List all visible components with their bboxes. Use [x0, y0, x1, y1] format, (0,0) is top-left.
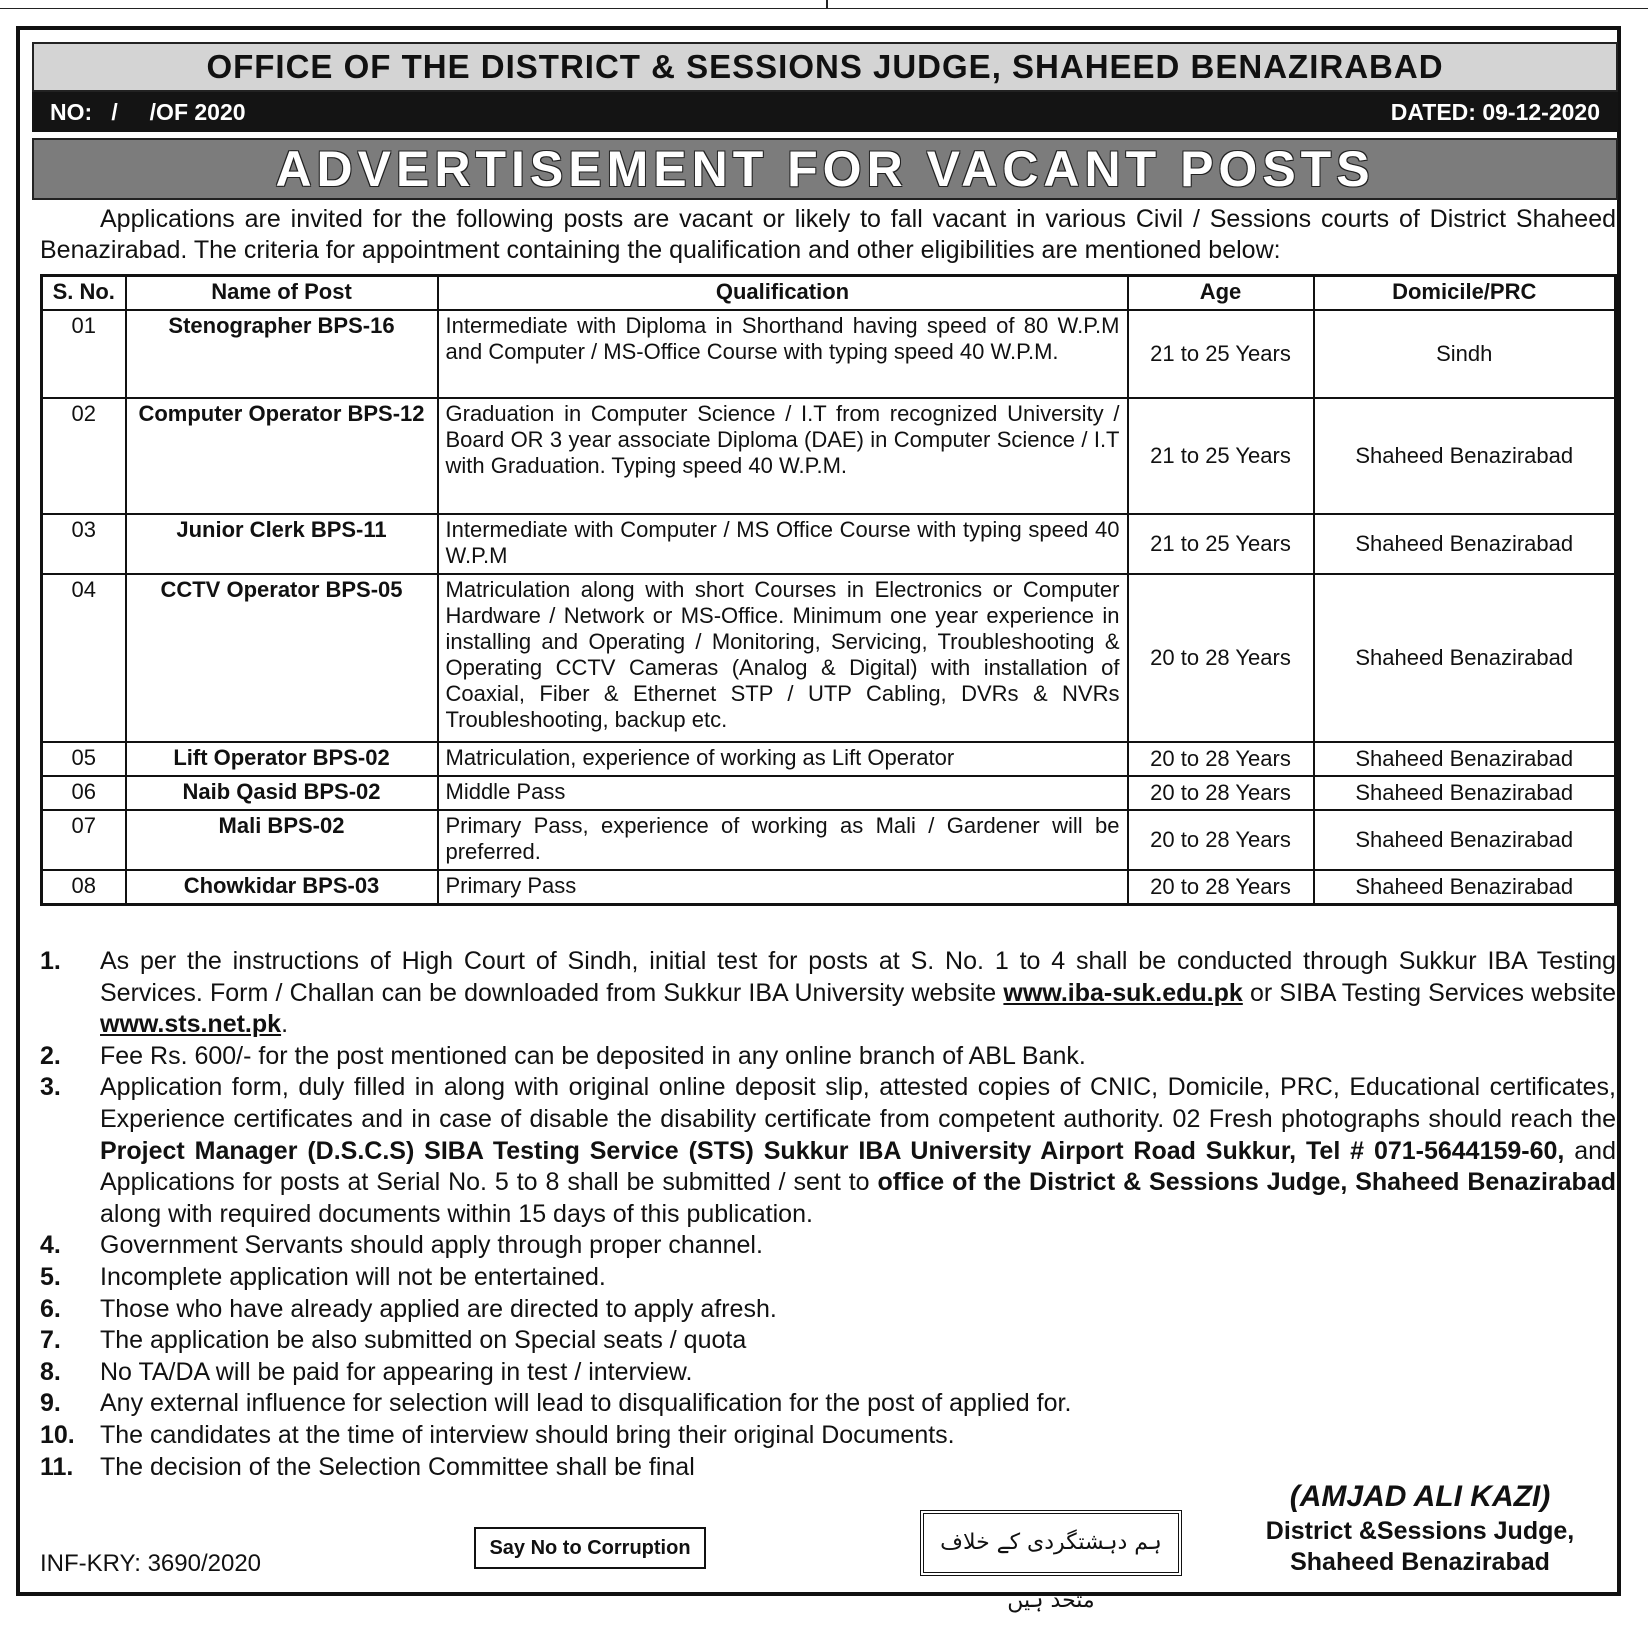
list-item: [40, 1388, 1616, 1420]
list-item: [40, 1420, 1616, 1452]
note-number: 11.: [40, 1452, 74, 1481]
note-text-part: along with required documents within 15 days of this publication.: [100, 1199, 813, 1228]
table-row: [42, 574, 1616, 742]
note-text: No TA/DA will be paid for appearing in test / interview.: [100, 1357, 693, 1386]
list-item: [40, 946, 1616, 1041]
signatory-title-line1: District &Sessions Judge,: [1265, 1517, 1575, 1545]
table-row: [42, 870, 1616, 904]
list-item: [40, 1357, 1616, 1389]
reference-bar: [32, 92, 1618, 132]
note-number: 9.: [40, 1389, 61, 1418]
cell-qualification: Primary Pass: [438, 870, 1128, 904]
cell-age: 20 to 28 Years: [1128, 742, 1314, 776]
note-number: 6.: [40, 1294, 61, 1323]
table-row: [42, 810, 1616, 870]
cell-post: Lift Operator BPS-02: [126, 742, 438, 776]
note-number: 10.: [40, 1420, 75, 1449]
header-sno: S. No.: [42, 276, 126, 311]
cell-qualification: Matriculation, experience of working as Lift Operator: [438, 742, 1128, 776]
intro-paragraph: Applications are invited for the following posts are vacant or likely to fall vacant in various Civil / Sessions courts of District Shaheed Benazirabad. The criteria for appointment containing the qualification and other eligibilities are mentioned below:: [40, 205, 1616, 264]
note-text-part: Application form, duly filled in along with original online deposit slip, attested copies of CNIC, Domicile, PRC, Educational certificates, Experience certificates and in case of disable the disability certificate from competent authority. 02 Fresh photographs should reach the: [100, 1073, 1616, 1133]
note-text: Those who have already applied are directed to apply afresh.: [100, 1294, 777, 1323]
date: DATED: 09-12-2020: [1390, 99, 1600, 125]
signatory-title-line2: Shaheed Benazirabad: [1290, 1548, 1550, 1576]
cell-qualification: Graduation in Computer Science / I.T from recognized University / Board OR 3 year associate Diploma (DAE) in Computer Science / I.T with Graduation. Typing speed 40 W.P.M.: [438, 398, 1128, 514]
list-item: [40, 1072, 1616, 1230]
note-number: 8.: [40, 1357, 61, 1386]
cell-sno: 08: [42, 870, 126, 904]
cell-post: Chowkidar BPS-03: [126, 870, 438, 904]
note-text: Government Servants should apply through proper channel.: [100, 1231, 763, 1260]
cell-qualification: Intermediate with Diploma in Shorthand having speed of 80 W.P.M and Computer / MS-Office Course with typing speed 40 W.P.M.: [438, 310, 1128, 398]
cell-age: 20 to 28 Years: [1128, 870, 1314, 904]
note-number: 2.: [40, 1041, 61, 1070]
note-number: 1.: [40, 947, 61, 975]
cell-post: Naib Qasid BPS-02: [126, 776, 438, 810]
cell-domicile: Shaheed Benazirabad: [1314, 810, 1616, 870]
notes-list: [40, 946, 1616, 1483]
note-text: The application be also submitted on Special seats / quota: [100, 1326, 747, 1355]
header-age: Age: [1128, 276, 1314, 311]
cell-post: CCTV Operator BPS-05: [126, 574, 438, 742]
cell-sno: 04: [42, 574, 126, 742]
table-row: [42, 742, 1616, 776]
cell-domicile: Shaheed Benazirabad: [1314, 398, 1616, 514]
table-row: [42, 514, 1616, 574]
note-text-part: and Applications for posts at Serial No. 5 to 8 shall be submitted / sent to: [100, 1136, 1616, 1197]
cell-sno: 07: [42, 810, 126, 870]
cell-sno: 05: [42, 742, 126, 776]
cell-domicile: Shaheed Benazirabad: [1314, 870, 1616, 904]
note-text-part: .: [281, 1010, 289, 1039]
top-rule: [0, 0, 1648, 9]
iba-website-link[interactable]: www.iba-suk.edu.pk: [1003, 978, 1243, 1007]
list-item: [40, 1262, 1616, 1294]
note-text: Incomplete application will not be entertained.: [100, 1262, 606, 1291]
cell-qualification: Matriculation along with short Courses in Electronics or Computer Hardware / Network or MS-Office. Minimum one year experience in installing and Operating / Monitoring, Servicing, Troubleshooting & Operating CCTV Cameras (Analog & Digital) with installation of Coaxial, Fiber & Ethernet STP / UTP Cabling, DVRs & NVRs Troubleshooting, backup etc.: [438, 574, 1128, 742]
sts-address: Project Manager (D.S.C.S) SIBA Testing Service (STS) Sukkur IBA University Airport Road Sukkur, Tel # 071-5644159-60,: [100, 1136, 1565, 1165]
list-item: [40, 1230, 1616, 1262]
note-text: The decision of the Selection Committee shall be final: [100, 1452, 695, 1481]
cell-qualification: Primary Pass, experience of working as Mali / Gardener will be preferred.: [438, 810, 1128, 870]
cell-qualification: Middle Pass: [438, 776, 1128, 810]
signatory-title: [1230, 1516, 1610, 1578]
office-title: OFFICE OF THE DISTRICT & SESSIONS JUDGE, SHAHEED BENAZIRABAD: [32, 42, 1618, 92]
cell-post: Mali BPS-02: [126, 810, 438, 870]
note-number: 5.: [40, 1262, 61, 1291]
cell-age: 21 to 25 Years: [1128, 514, 1314, 574]
top-tick: [826, 0, 828, 8]
cell-domicile: Shaheed Benazirabad: [1314, 574, 1616, 742]
signatory-name: (AMJAD ALI KAZI): [1289, 1480, 1551, 1513]
list-item: [40, 1294, 1616, 1326]
note-text-part: As per the instructions of High Court of Sindh, initial test for posts at S. No. 1 to 4 shall be conducted through Sukkur IBA Testing Services. Form / Challan can be downloaded from Sukkur IBA University website: [100, 947, 1616, 1007]
cell-post: Computer Operator BPS-12: [126, 398, 438, 514]
urdu-slogan-box: ہم دہشتگردی کے خلاف متحد ہیں: [920, 1510, 1182, 1576]
note-number: 7.: [40, 1326, 61, 1355]
table-row: [42, 776, 1616, 810]
cell-age: 20 to 28 Years: [1128, 574, 1314, 742]
list-item: [40, 1041, 1616, 1073]
cell-post: Stenographer BPS-16: [126, 310, 438, 398]
reference-number: NO: / /OF 2020: [50, 99, 246, 125]
note-text: [100, 946, 1616, 1041]
cell-domicile: Sindh: [1314, 310, 1616, 398]
inf-number: INF-KRY: 3690/2020: [40, 1550, 262, 1577]
office-address: office of the District & Sessions Judge, Shaheed Benazirabad: [877, 1168, 1617, 1197]
cell-age: 20 to 28 Years: [1128, 810, 1314, 870]
header-domicile: Domicile/PRC: [1314, 276, 1616, 311]
list-item: [40, 1452, 1616, 1484]
cell-domicile: Shaheed Benazirabad: [1314, 742, 1616, 776]
say-no-to-corruption-box: Say No to Corruption: [474, 1527, 706, 1569]
posts-table: [40, 274, 1617, 906]
cell-age: 21 to 25 Years: [1128, 310, 1314, 398]
cell-domicile: Shaheed Benazirabad: [1314, 776, 1616, 810]
cell-sno: 02: [42, 398, 126, 514]
cell-sno: 06: [42, 776, 126, 810]
note-number: 4.: [40, 1231, 61, 1260]
note-text: The candidates at the time of interview should bring their original Documents.: [100, 1420, 955, 1449]
table-row: [42, 310, 1616, 398]
note-text: Any external influence for selection will lead to disqualification for the post of applied for.: [100, 1389, 1072, 1418]
header-qualification: Qualification: [438, 276, 1128, 311]
cell-sno: 01: [42, 310, 126, 398]
cell-age: 21 to 25 Years: [1128, 398, 1314, 514]
note-text: [100, 1072, 1616, 1230]
list-item: [40, 1325, 1616, 1357]
note-text: Fee Rs. 600/- for the post mentioned can be deposited in any online branch of ABL Bank.: [100, 1041, 1086, 1070]
cell-sno: 03: [42, 514, 126, 574]
cell-qualification: Intermediate with Computer / MS Office Course with typing speed 40 W.P.M: [438, 514, 1128, 574]
note-text-part: or SIBA Testing Services website: [1242, 978, 1617, 1007]
table-row: [42, 398, 1616, 514]
note-number: 3.: [40, 1073, 61, 1102]
table-header-row: [42, 276, 1616, 311]
sts-website-link[interactable]: www.sts.net.pk: [100, 1010, 282, 1039]
cell-age: 20 to 28 Years: [1128, 776, 1314, 810]
cell-domicile: Shaheed Benazirabad: [1314, 514, 1616, 574]
advertisement-title: ADVERTISEMENT FOR VACANT POSTS: [32, 138, 1618, 200]
cell-post: Junior Clerk BPS-11: [126, 514, 438, 574]
header-post: Name of Post: [126, 276, 438, 311]
